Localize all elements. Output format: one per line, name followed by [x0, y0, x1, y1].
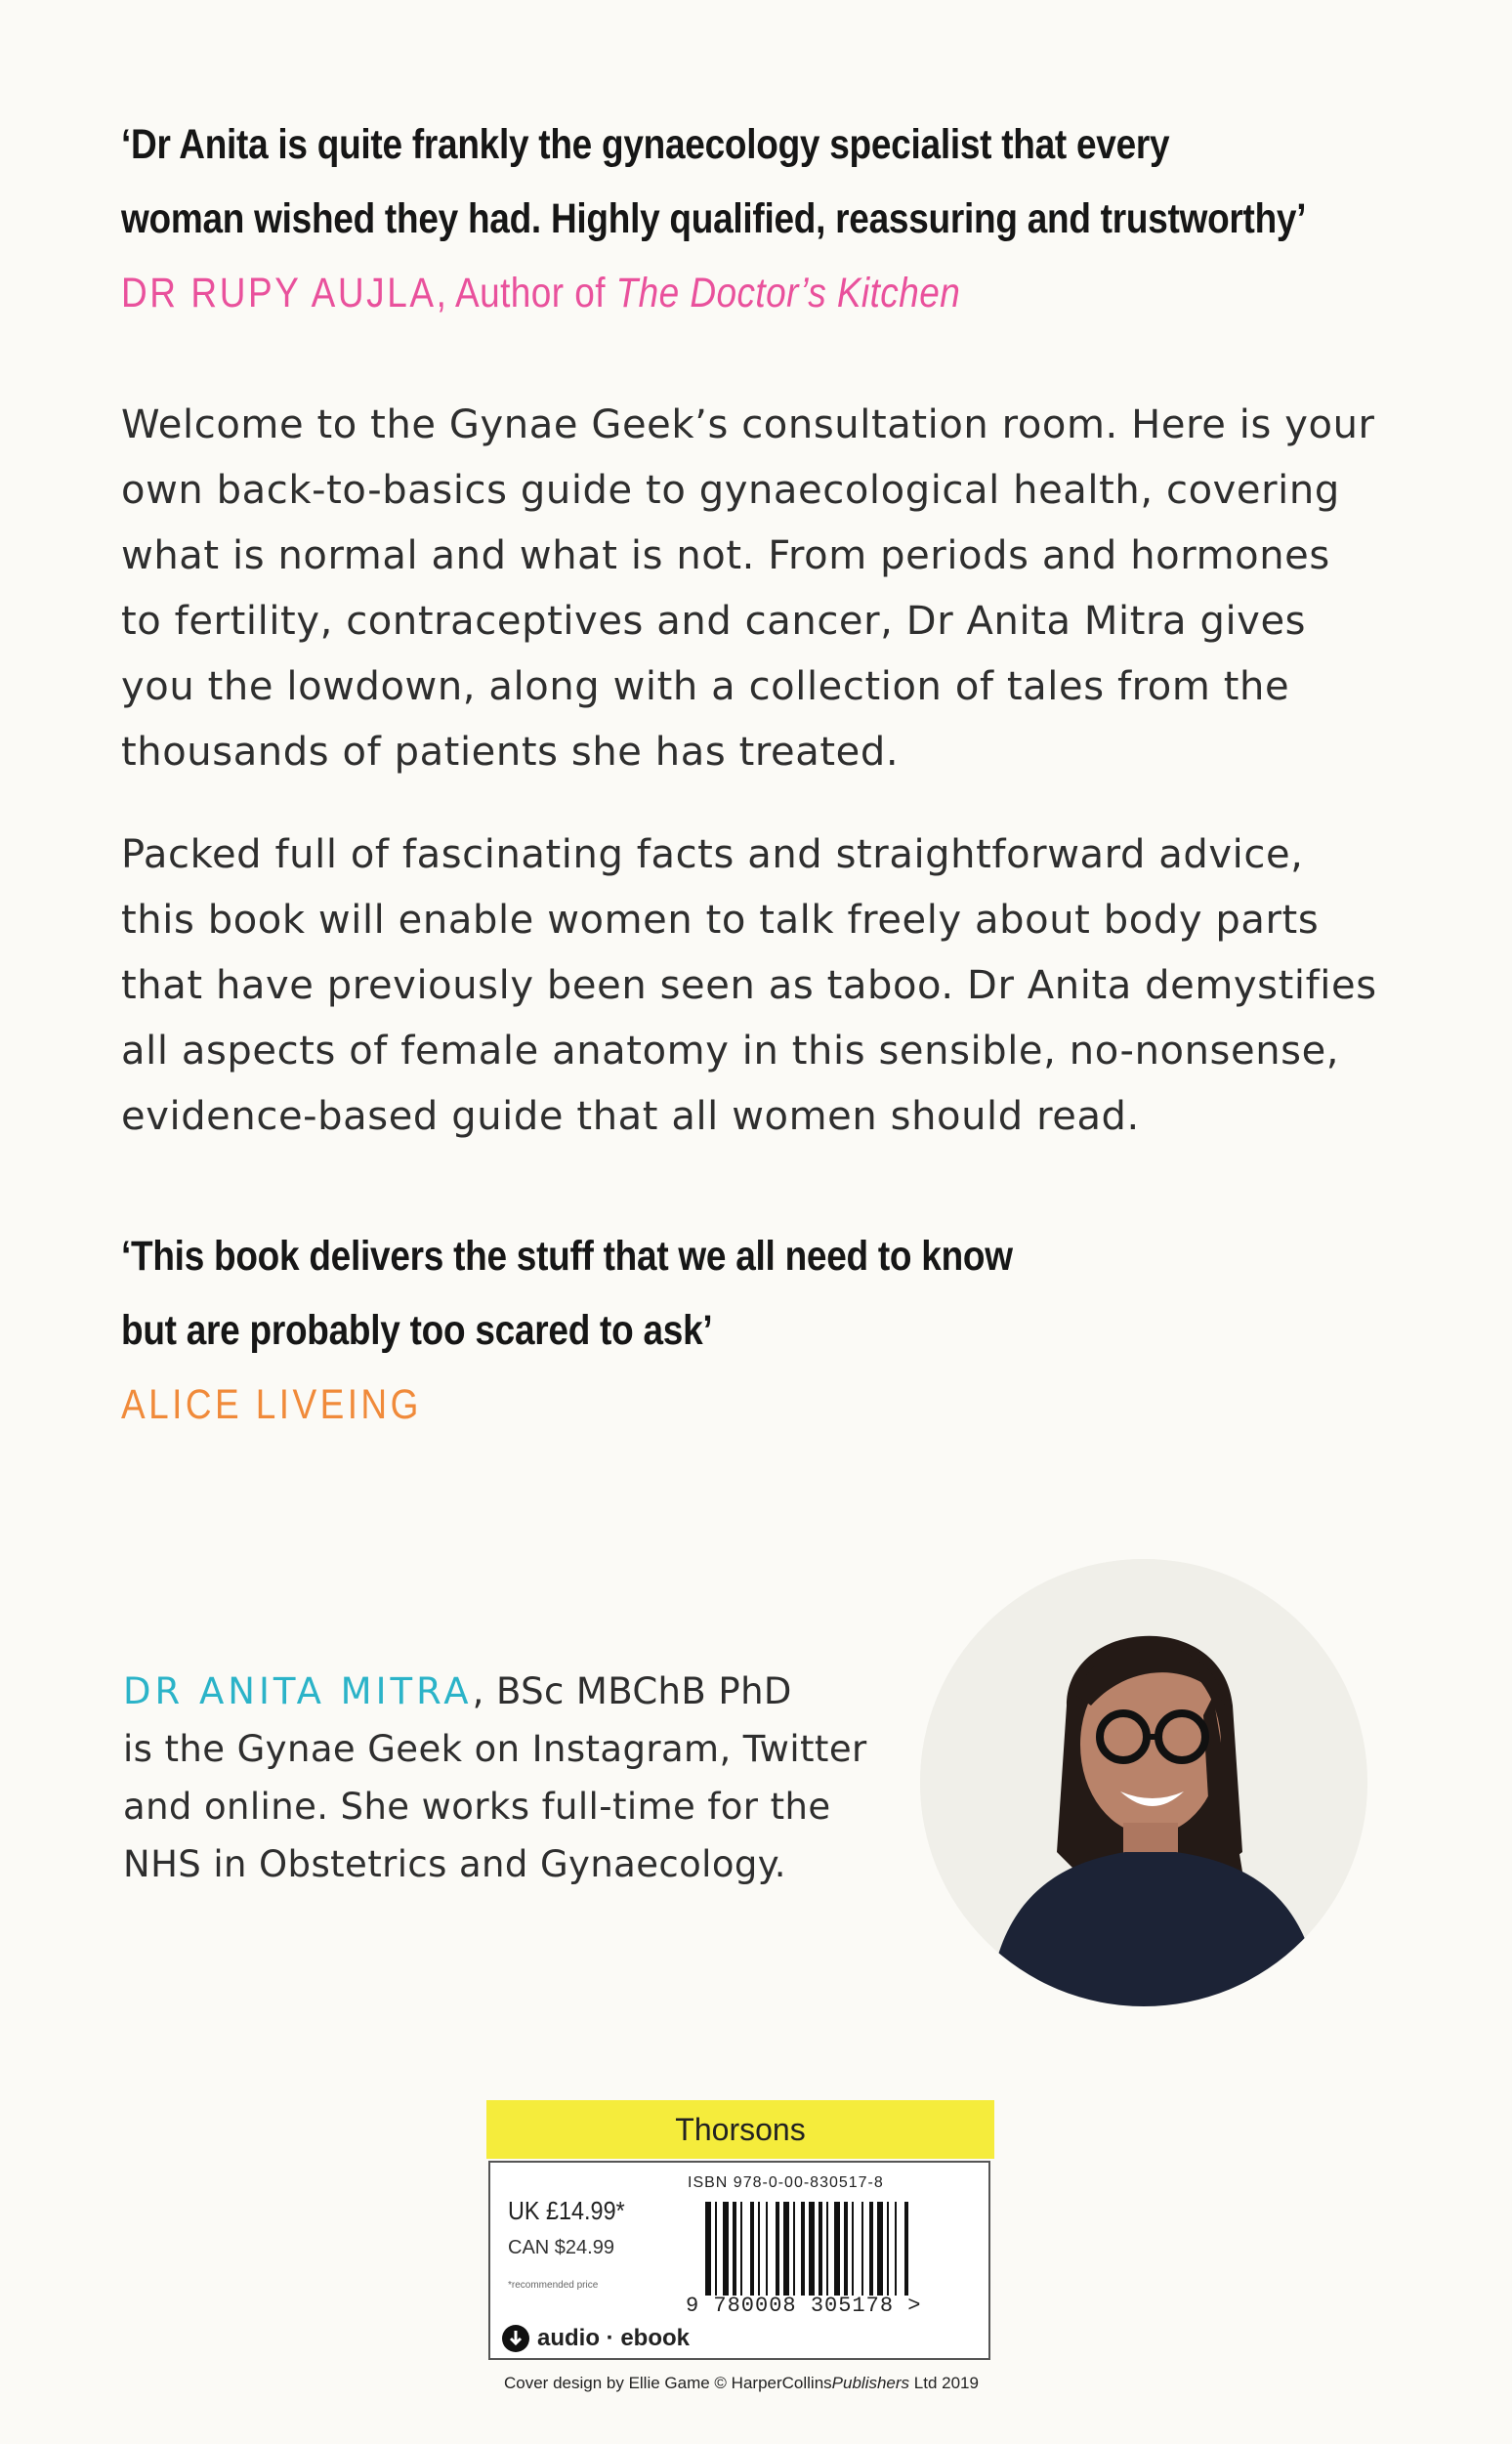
- quote-line: ‘This book delivers the stuff that we all need to know: [121, 1233, 1013, 1280]
- barcode-digits: 9 780008 305178 >: [686, 2294, 922, 2318]
- paragraph-line: all aspects of female anatomy in this sensible, no-nonsense,: [121, 1029, 1340, 1074]
- bio-line: and online. She works full-time for the: [123, 1786, 831, 1828]
- paragraph-line: what is normal and what is not. From periods and hormones: [121, 533, 1330, 578]
- formats-label: audio · ebook: [537, 2325, 690, 2351]
- price-can: CAN $24.99: [508, 2237, 614, 2258]
- description-paragraph-2: [121, 822, 1377, 1150]
- price-note: *recommended price: [508, 2280, 599, 2291]
- barcode-panel: [486, 2100, 994, 2364]
- quote-endorsement-2: [121, 1219, 1013, 1442]
- paragraph-line: that have previously been seen as taboo. Dr Anita demystifies: [121, 963, 1377, 1008]
- description-paragraph-1: [121, 393, 1375, 785]
- paragraph-line: to fertility, contraceptives and cancer, Dr Anita Mitra gives: [121, 599, 1307, 644]
- cover-credits: [504, 2374, 979, 2393]
- paragraph-line: thousands of patients she has treated.: [121, 730, 900, 775]
- isbn-label: ISBN 978-0-00-830517-8: [688, 2174, 884, 2191]
- credits-suffix: Ltd 2019: [909, 2374, 979, 2392]
- credits-prefix: Cover design by Ellie Game © HarperCollins: [504, 2374, 832, 2392]
- quote-line: ‘Dr Anita is quite frankly the gynaecology specialist that every: [121, 121, 1170, 168]
- attribution-role: , Author of: [436, 270, 616, 316]
- barcode-bars: [705, 2202, 940, 2296]
- bio-heading: [123, 1663, 867, 1720]
- author-name: DR ANITA MITRA: [123, 1670, 473, 1712]
- barcode-info: [488, 2161, 990, 2360]
- paragraph-line: this book will enable women to talk freely about body parts: [121, 898, 1320, 943]
- download-icon: [502, 2325, 529, 2352]
- author-bio: [123, 1663, 867, 1893]
- paragraph-line: Welcome to the Gynae Geek’s consultation room. Here is your: [121, 402, 1375, 447]
- paragraph-line: you the lowdown, along with a collection of tales from the: [121, 664, 1290, 709]
- format-badge: [502, 2325, 690, 2352]
- credits-italic: Publishers: [831, 2374, 910, 2392]
- bio-line: is the Gynae Geek on Instagram, Twitter: [123, 1728, 867, 1770]
- author-credentials: , BSc MBChB PhD: [472, 1670, 792, 1712]
- paragraph-line: evidence-based guide that all women should read.: [121, 1094, 1140, 1139]
- attribution-book-title: The Doctor’s Kitchen: [615, 270, 961, 316]
- price-uk: UK £14.99*: [508, 2196, 625, 2225]
- quote-attribution: ALICE LIVEING: [121, 1381, 422, 1428]
- quote-attribution: [121, 256, 1306, 330]
- quote-endorsement-1: [121, 107, 1306, 330]
- bio-line: NHS in Obstetrics and Gynaecology.: [123, 1843, 786, 1885]
- quote-line: woman wished they had. Highly qualified, reassuring and trustworthy’: [121, 195, 1307, 242]
- paragraph-line: Packed full of fascinating facts and straightforward advice,: [121, 832, 1304, 877]
- quote-line: but are probably too scared to ask’: [121, 1307, 713, 1354]
- author-photo: [920, 1559, 1367, 2006]
- attribution-name: DR RUPY AUJLA: [121, 270, 437, 316]
- publisher-name: Thorsons: [486, 2100, 994, 2159]
- paragraph-line: own back-to-basics guide to gynaecological health, covering: [121, 468, 1340, 513]
